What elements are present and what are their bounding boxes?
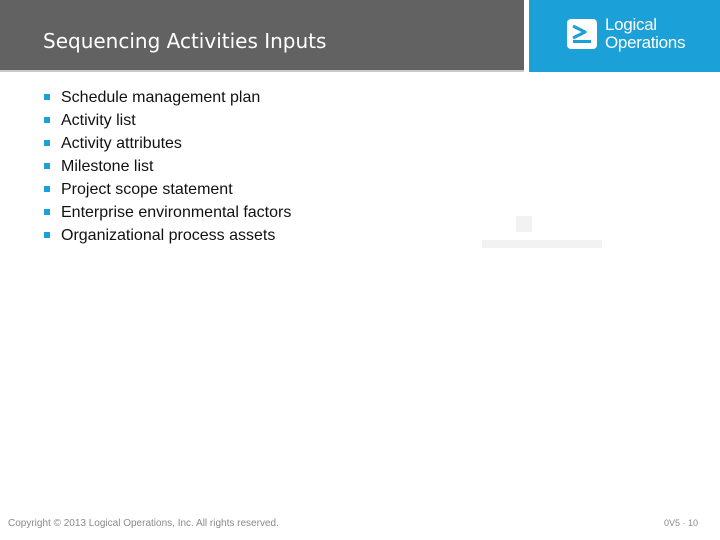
title-bar [0, 0, 524, 72]
bullet-square-icon [44, 232, 50, 238]
bullet-square-icon [44, 140, 50, 146]
footer-copyright: Copyright © 2013 Logical Operations, Inc. All rights reserved. [8, 518, 279, 529]
bullet-text: Schedule management plan [61, 89, 261, 106]
logo-text [605, 16, 685, 52]
logo-text-line1: Logical [605, 15, 657, 34]
bullet-square-icon [44, 209, 50, 215]
footer-page-number: 0V5 · 10 [664, 518, 699, 528]
watermark-logo [480, 212, 604, 252]
logical-operations-logo-icon [567, 19, 597, 49]
bullet-square-icon [44, 163, 50, 169]
bullet-text: Enterprise environmental factors [61, 204, 292, 221]
bullet-text: Organizational process assets [61, 227, 276, 244]
bullet-text: Project scope statement [61, 181, 233, 198]
bullet-list [44, 86, 291, 247]
bullet-item [44, 109, 291, 132]
bullet-item [44, 224, 291, 247]
bullet-text: Activity list [61, 112, 136, 129]
bullet-square-icon [44, 117, 50, 123]
bullet-square-icon [44, 186, 50, 192]
logo-text-line2: Operations [605, 33, 686, 52]
bullet-item [44, 86, 291, 109]
slide-title: Sequencing Activities Inputs [43, 29, 327, 53]
bullet-item [44, 132, 291, 155]
bullet-square-icon [44, 94, 50, 100]
bullet-text: Activity attributes [61, 135, 182, 152]
logo [529, 0, 720, 72]
bullet-item [44, 178, 291, 201]
bullet-item [44, 201, 291, 224]
bullet-text: Milestone list [61, 158, 154, 175]
bullet-item [44, 155, 291, 178]
